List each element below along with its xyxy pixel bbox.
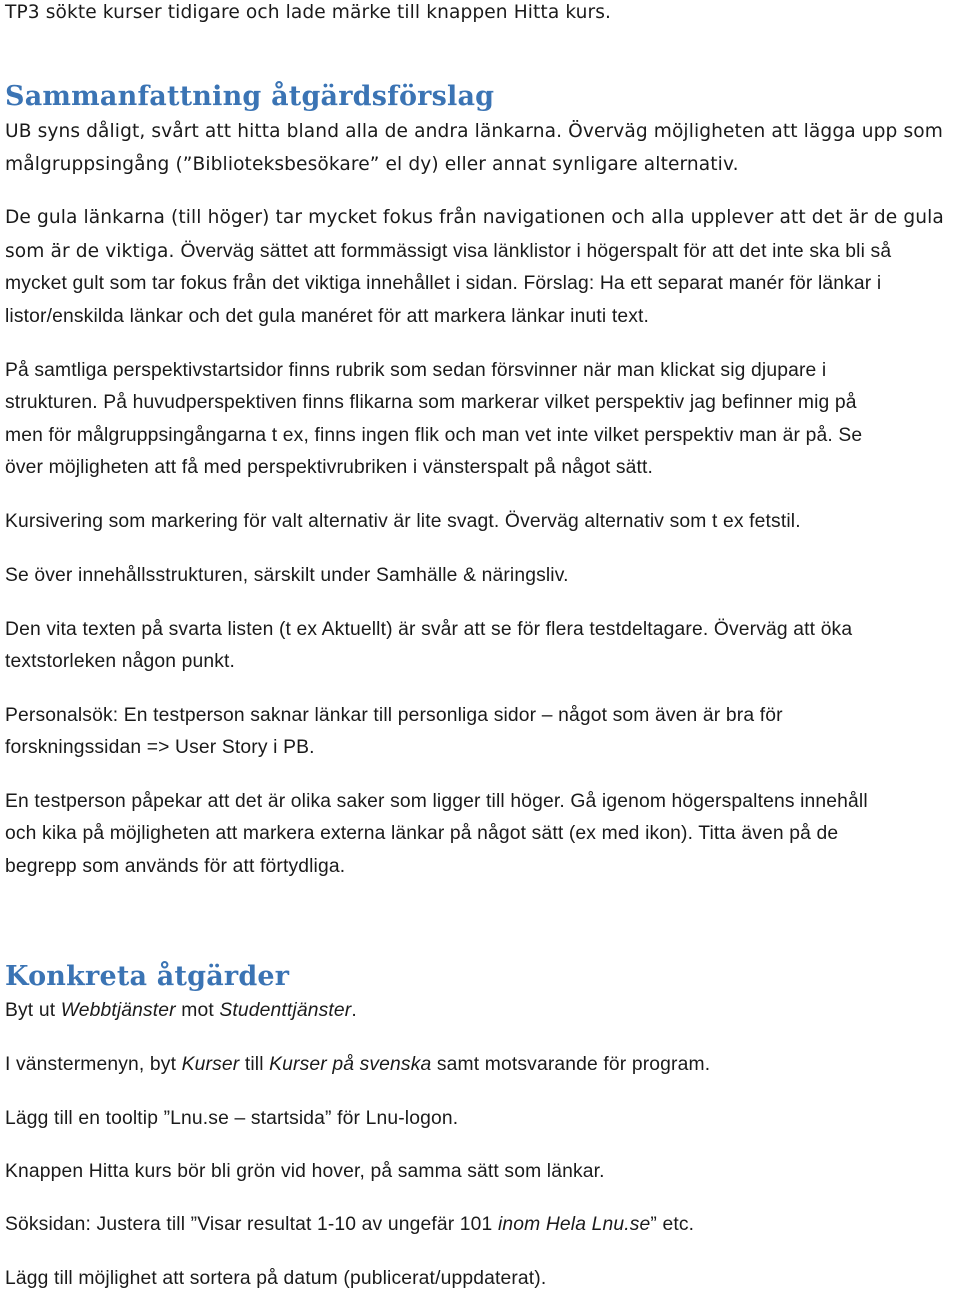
text-segment: Överväg sättet att formmässigt visa länklistor i högerspalt för att det inte ska bli så [180, 241, 892, 262]
action-item-1 [5, 1001, 357, 1020]
section-heading-summary: Sammanfattning åtgärdsförslag [5, 81, 495, 112]
text-segment: ” etc. [650, 1214, 695, 1235]
text-segment: mot [175, 1000, 220, 1021]
text-segment: som är de viktiga. [5, 241, 181, 262]
text-segment: Söksidan: Justera till ”Visar resultat 1-10 av ungefär 101 [5, 1214, 498, 1235]
paragraph-line: De gula länkarna (till höger) tar mycket fokus från navigationen och alla upplever att det är de gula [5, 207, 944, 228]
text-segment-italic: Webbtjänster [60, 1000, 176, 1021]
text-segment-italic: Studenttjänster [219, 1000, 352, 1021]
paragraph-line: och kika på möjligheten att markera externa länkar på något sätt (ex med ikon). Titta även på de [5, 823, 839, 844]
action-item-6: Lägg till möjlighet att sortera på datum (publicerat/uppdaterat). [5, 1268, 547, 1289]
paragraph-line: På samtliga perspektivstartsidor finns rubrik som sedan försvinner när man klickat sig djupare i [5, 360, 827, 381]
text-segment-italic: Kurser [181, 1054, 240, 1075]
intro-text: TP3 sökte kurser tidigare och lade märke till knappen Hitta kurs. [5, 2, 612, 23]
text-segment: Byt ut [5, 1000, 61, 1021]
section-heading-actions: Konkreta åtgärder [5, 961, 290, 992]
paragraph-line: strukturen. På huvudperspektiven finns flikarna som markerar vilket perspektiv jag befinner mig på [5, 392, 857, 413]
text-segment: samt motsvarande för program. [431, 1054, 711, 1075]
paragraph-line: över möjligheten att få med perspektivrubriken i vänsterspalt på något sätt. [5, 457, 654, 478]
action-item-4: Knappen Hitta kurs bör bli grön vid hover, på samma sätt som länkar. [5, 1161, 605, 1182]
paragraph-line: forskningssidan => User Story i PB. [5, 737, 315, 758]
paragraph-line: Den vita texten på svarta listen (t ex Aktuellt) är svår att se för flera testdeltagare. Överväg att öka [5, 619, 853, 640]
paragraph-line-mixed [5, 242, 891, 262]
text-segment: I vänstermenyn, byt [5, 1054, 182, 1075]
text-segment-italic: inom Hela Lnu.se [497, 1214, 651, 1235]
action-item-3: Lägg till en tooltip ”Lnu.se – startsida” för Lnu-logon. [5, 1108, 459, 1129]
paragraph-line: men för målgruppsingångarna t ex, finns ingen flik och man vet inte vilket perspektiv man är på. Se [5, 425, 863, 446]
paragraph-line: målgruppsingång (”Biblioteksbesökare” el dy) eller annat synligare alternativ. [5, 154, 739, 175]
summary-paragraph-4: Kursivering som markering för valt alternativ är lite svagt. Överväg alternativ som t ex fetstil. [5, 511, 801, 532]
paragraph-line: UB syns dåligt, svårt att hitta bland alla de andra länkarna. Överväg möjligheten att lägga upp som [5, 121, 943, 142]
text-segment: . [351, 1000, 357, 1021]
action-item-5 [5, 1215, 694, 1234]
paragraph-line: listor/enskilda länkar och det gula manéret för att markera länkar inuti text. [5, 306, 649, 327]
paragraph-line: mycket gult som tar fokus från det viktiga innehållet i sidan. Förslag: Ha ett separat manér för länkar i [5, 273, 882, 294]
paragraph-line: Personalsök: En testperson saknar länkar till personliga sidor – något som även är bra för [5, 705, 783, 726]
action-item-2 [5, 1055, 710, 1074]
paragraph-line: En testperson påpekar att det är olika saker som ligger till höger. Gå igenom högerspaltens innehåll [5, 791, 868, 812]
summary-paragraph-5: Se över innehållsstrukturen, särskilt under Samhälle & näringsliv. [5, 565, 569, 586]
paragraph-line: begrepp som används för att förtydliga. [5, 856, 346, 877]
text-segment-italic: Kurser på svenska [269, 1054, 432, 1075]
text-segment: till [239, 1054, 270, 1075]
paragraph-line: textstorleken någon punkt. [5, 651, 236, 672]
